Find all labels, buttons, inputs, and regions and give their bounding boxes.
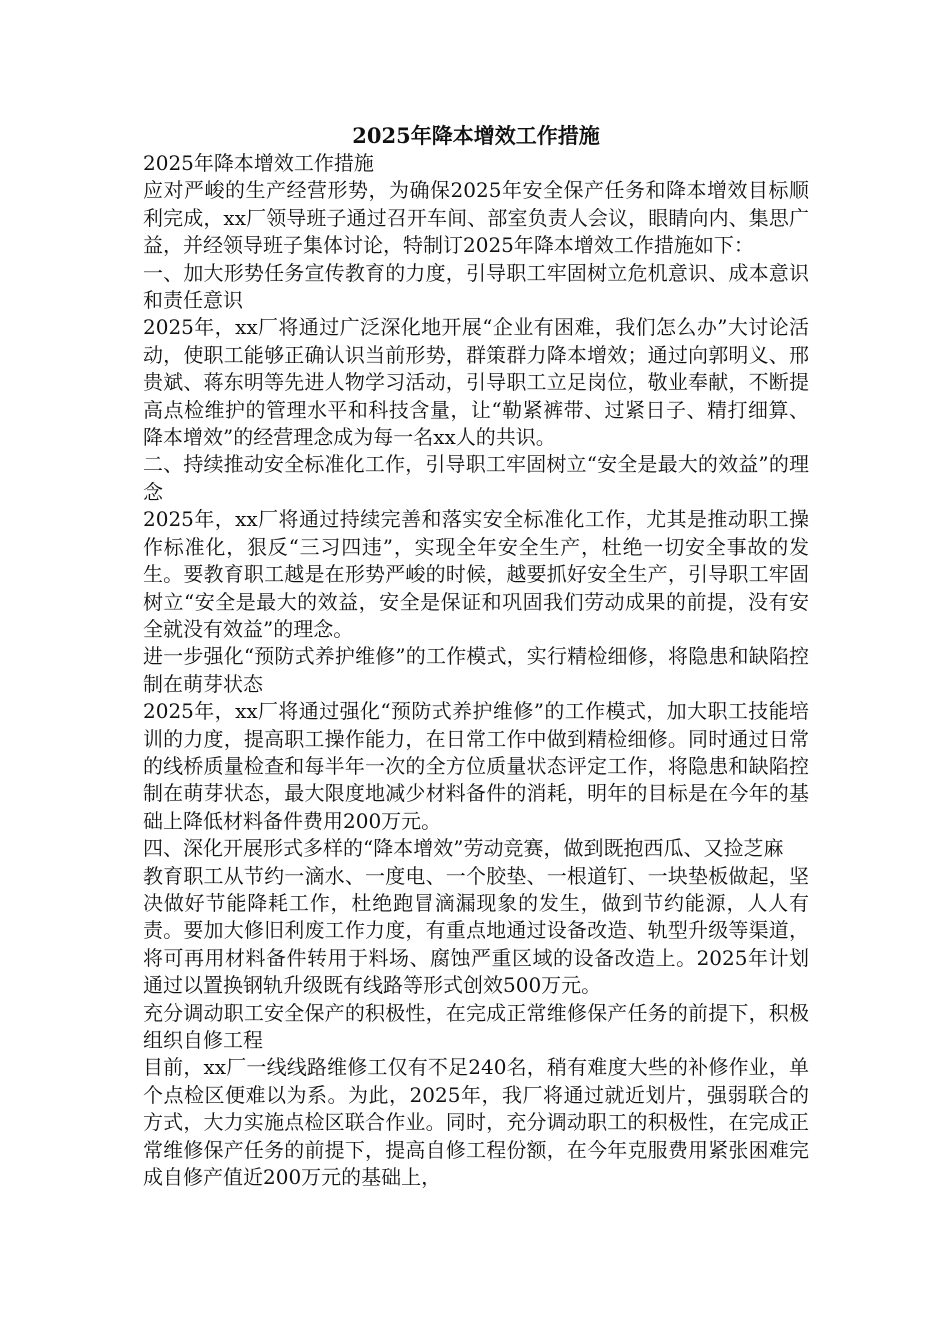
section-body-4: 教育职工从节约一滴水、一度电、一个胶垫、一根道钉、一块垫板做起，坚决做好节能降耗工作，杜绝跑冒滴漏现象的发生，做到节约能源，人人有责。要加大修旧利废工作力度，有重点地通过设备改造、轨型升级等渠道，将可再用材料备件转用于料场、腐蚀严重区域的设备改造上。2025年计划通过以置换钢轨升级既有线路等形式创效500万元。 xyxy=(143,863,809,998)
section-body-3: 2025年，xx厂将通过强化“预防式养护维修”的工作模式，加大职工技能培训的力度，提高职工操作能力，在日常工作中做到精检细修。同时通过日常的线桥质量检查和每半年一次的全方位质量状态评定工作，将隐患和缺陷控制在萌芽状态，最大限度地减少材料备件的消耗，明年的目标是在今年的基础上降低材料备件费用200万元。 xyxy=(143,699,809,833)
section-heading-5: 充分调动职工安全保产的积极性，在完成正常维修保产任务的前提下，积极组织自修工程 xyxy=(143,1000,809,1052)
section-body-2: 2025年，xx厂将通过持续完善和落实安全标准化工作，尤其是推动职工操作标准化，狠反“三习四违”，实现全年安全生产，杜绝一切安全事故的发生。要教育职工越是在形势严峻的时候，越要抓好安全生产，引导职工牢固树立“安全是最大的效益，安全是保证和巩固我们劳动成果的前提，没有安全就没有效益”的理念。 xyxy=(143,507,809,641)
intro-paragraph: 应对严峻的生产经营形势，为确保2025年安全保产任务和降本增效目标顺利完成，xx厂领导班子通过召开车间、部室负责人会议，眼睛向内、集思广益，并经领导班子集体讨论，特制订2025年降本增效工作措施如下： xyxy=(143,178,809,258)
section-body-1: 2025年，xx厂将通过广泛深化地开展“企业有困难，我们怎么办”大讨论活动，使职工能够正确认识当前形势，群策群力降本增效；通过向郭明义、邢贵斌、蒋东明等先进人物学习活动，引导职工立足岗位，敬业奉献，不断提高点检维护的管理水平和科技含量，让“勒紧裤带、过紧日子、精打细算、降本增效”的经营理念成为每一名xx人的共识。 xyxy=(143,315,809,450)
subtitle-paragraph: 2025年降本增效工作措施 xyxy=(143,151,374,175)
document-body xyxy=(143,122,809,1191)
section-heading-3: 进一步强化“预防式养护维修”的工作模式，实行精检细修，将隐患和缺陷控制在萌芽状态 xyxy=(143,644,809,696)
document-title: 2025年降本增效工作措施 xyxy=(352,123,600,148)
section-body-5: 目前，xx厂一线线路维修工仅有不足240名，稍有难度大些的补修作业，单个点检区便难以为系。为此，2025年，我厂将通过就近划片，强弱联合的方式，大力实施点检区联合作业。同时，充分调动职工的积极性，在完成正常维修保产任务的前提下，提高自修工程份额，在今年克服费用紧张困难完成自修产值近200万元的基础上， xyxy=(143,1055,809,1190)
section-heading-1: 一、加大形势任务宣传教育的力度，引导职工牢固树立危机意识、成本意识和责任意识 xyxy=(143,260,809,313)
section-heading-2: 二、持续推动安全标准化工作，引导职工牢固树立“安全是最大的效益”的理念 xyxy=(143,452,809,504)
section-heading-4: 四、深化开展形式多样的“降本增效”劳动竞赛，做到既抱西瓜、又捡芝麻 xyxy=(143,836,784,861)
